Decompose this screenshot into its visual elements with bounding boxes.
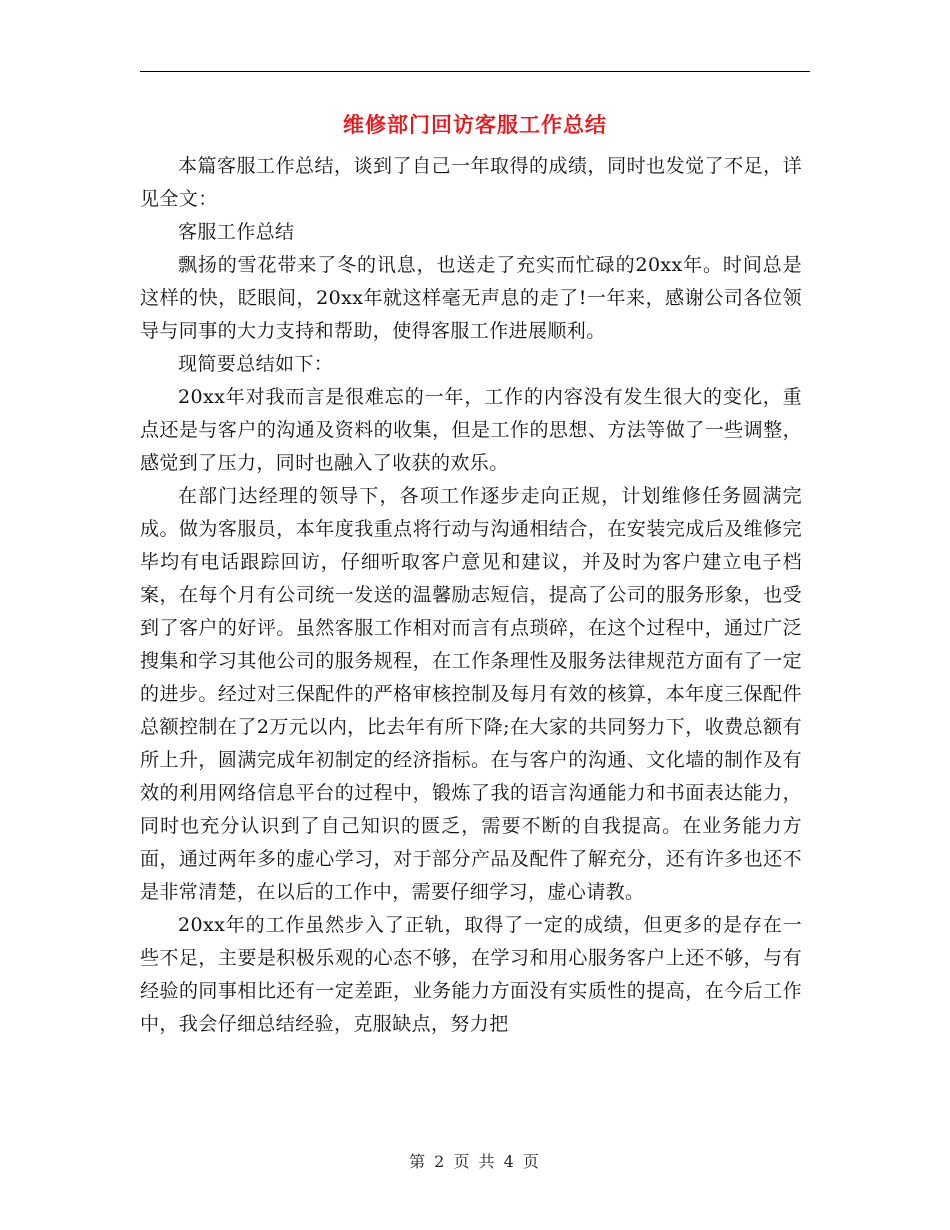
paragraph-summary-lead: 现简要总结如下： xyxy=(178,353,334,375)
paragraph-opening: 飘扬的雪花带来了冬的讯息，也送走了充实而忙碌的20xx年。时间总是这样的快，眨眼间，20xx年就这样毫无声息的走了!一年来，感谢公司各位领导与同事的大力支持和帮助，使得客服工作进展顺利。 xyxy=(140,254,802,342)
paragraph-achievements: 在部门达经理的领导下，各项工作逐步走向正规，计划维修任务圆满完成。做为客服员，本年度我重点将行动与沟通相结合，在安装完成后及维修完毕均有电话跟踪回访，仔细听取客户意见和建议，并及时为客户建立电子档案，在每个月有公司统一发送的温馨励志短信，提高了公司的服务形象，也受到了客户的好评。虽然客服工作相对而言有点琐碎，在这个过程中，通过广泛搜集和学习其他公司的服务规程，在工作条理性及服务法律规范方面有了一定的进步。经过对三保配件的严格审核控制及每月有效的核算，本年度三保配件总额控制在了2万元以内，比去年有所下降;在大家的共同努力下，收费总额有所上升，圆满完成年初制定的经济指标。在与客户的沟通、文化墙的制作及有效的利用网络信息平台的过程中，锻炼了我的语言沟通能力和书面表达能力，同时也充分认识到了自己知识的匮乏，需要不断的自我提高。在业务能力方面，通过两年多的虚心学习，对于部分产品及配件了解充分，还有许多也还不是非常清楚，在以后的工作中，需要仔细学习，虚心请教。 xyxy=(140,485,802,903)
paragraph-subtitle: 客服工作总结 xyxy=(178,221,295,243)
document-body xyxy=(140,150,802,1041)
document-title: 维修部门回访客服工作总结 xyxy=(343,113,607,137)
header-rule xyxy=(140,71,810,72)
page-number-footer: 第 2 页 共 4 页 xyxy=(409,1152,541,1171)
paragraph-year-overview: 20xx年对我而言是很难忘的一年，工作的内容没有发生很大的变化，重点还是与客户的沟通及资料的收集，但是工作的思想、方法等做了一些调整，感觉到了压力，同时也融入了收获的欢乐。 xyxy=(140,386,802,474)
paragraph-intro: 本篇客服工作总结，谈到了自己一年取得的成绩，同时也发觉了不足，详见全文： xyxy=(140,155,802,210)
paragraph-shortcomings: 20xx年的工作虽然步入了正轨，取得了一定的成绩，但更多的是存在一些不足，主要是积极乐观的心态不够，在学习和用心服务客户上还不够，与有经验的同事相比还有一定差距，业务能力方面没有实质性的提高，在今后工作中，我会仔细总结经验，克服缺点，努力把 xyxy=(140,914,802,1035)
